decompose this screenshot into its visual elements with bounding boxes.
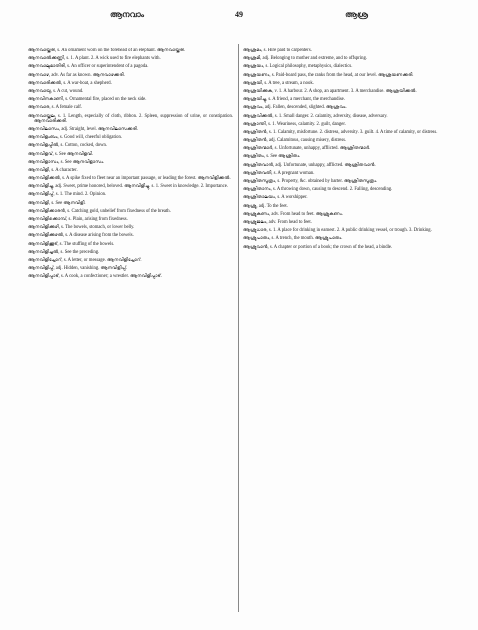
page-number: 49	[235, 10, 243, 19]
dictionary-entry: ആനവായ്ക്കരി, s. An ornament worn on the forehead of an elephant. ആനവായ്ക്കരി.	[28, 48, 186, 53]
dictionary-entry: ആനവിനകാണി, s. Ornamental fire, placed on the neck side.	[28, 97, 147, 103]
column-divider	[238, 44, 239, 612]
left-guide-word: ആനവാം	[110, 10, 145, 19]
dictionary-entry: ആശ്രയിച്ചു, s. A friend, a merchant, the merchandise.	[243, 97, 345, 103]
dictionary-entry: ആനവിളാസം, s. See ആനവിളാസം.	[28, 159, 105, 165]
dictionary-entry: ആശ്രിതം, s. See ആശ്രിതം.	[243, 154, 301, 160]
dictionary-entry: ആശ്രു, adj. To the feet.	[243, 203, 288, 209]
dictionary-entry: ആനവിളിച്ചോറ്, s. A letter, or message. ആനവിളിച്ചോറ്.	[28, 257, 142, 263]
dictionary-entry: ആനവാൽക്കണ്ണി, s. 1. A plant. 2. A wick used to fire elephants with.	[28, 56, 161, 62]
dictionary-entry: ആനവാരിക്കൽ, s. A war-boat, a shepherd.	[28, 80, 112, 86]
dictionary-entry: ആനവിളിപ്പ്, adj. Hidden, vanishing. ആനവിളിപ്പ്.	[28, 266, 128, 272]
dictionary-entry: ആശ്രമി, adj. Belonging to mother and extreme, and to offspring.	[243, 56, 367, 62]
dictionary-entry: ആശ്രുധാര, s. 1. A place for drinking in earnest. 2. A public drinking vessel, or trough. 3. Drinking.	[243, 228, 432, 234]
dictionary-entry: ആനവിളിക്കൽ, s. A spike fixed to fleet near an important passage, or leading the forest. ആനവിളിക്കൽ.	[28, 176, 231, 182]
dictionary-entry: ആനവിലാസം, adj. Straight, level. ആനവിലാസക്കരി.	[28, 126, 138, 132]
dictionary-entry: ആശ്രമം, s. Hire paid to carpenters.	[243, 48, 312, 53]
dictionary-entry: ആശ്രുവാൻ, s. A chapter or portion of a book; the crown of the head, a bindle.	[243, 244, 393, 250]
dictionary-entry: ആനവാലുമാതിരി, s. An officer or superintendent of a pagoda.	[28, 64, 149, 70]
dictionary-entry: ആനവായു, s. A cut, wound.	[28, 88, 84, 94]
dictionary-entry: ആശ്രയണം, s. Paid-board pass, the ranks from the head, at our level. ആശ്രയണക്കരി.	[243, 72, 414, 78]
dictionary-entry: ആനവിളിക്കാരൻ, s. Catching gold, unbelief from fixedness of the breath.	[28, 208, 171, 214]
right-guide-word: ആശ്ര	[345, 10, 368, 19]
dictionary-entry: ആശ്രിതസൂത്രം, s. Property, &c. obtained by barter. ആശ്രിതസൂത്രം.	[243, 179, 378, 184]
dictionary-entry: ആശ്രിതൻ, adj. Calamitous, causing misery, distress.	[243, 138, 347, 144]
dictionary-entry: ആനവിളിച്ചൽ, s. See the preceding.	[28, 249, 100, 255]
dictionary-entry: ആനവിളി, s. A character.	[28, 167, 78, 173]
dictionary-entry: ആശ്രിതാലയം, s. A worshipper.	[243, 195, 308, 201]
dictionary-entry: ആശ്രിതാനം, s. A throwing down, causing to descend. 2. Falling, descending.	[243, 187, 393, 193]
dictionary-entry: ആശ്രിതന്മാർ, s. Unfortunate, unhappy, afflicted. ആശ്രിതന്മാർ.	[243, 146, 371, 152]
dictionary-entry: ആശ്രിതവാൻ, adj. Unfortunate, unhappy, afflicted. ആശ്രിതവാൻ.	[243, 162, 376, 168]
dictionary-entry: ആശ്രവം, adj. Fallen, descended, slighted. ആശ്രവം.	[243, 105, 347, 111]
dictionary-entry: ആശ്രുപാതം, s. A trench, the mouth. ആശ്രുപാതം.	[243, 236, 343, 242]
dictionary-entry: ആശ്രിതൻ, s. 1. Calamity, misfortune. 2. distress, adversity. 3. guilt. 4. A time of calamity, or distress.	[243, 129, 438, 135]
dictionary-entry: ആനവിളവ്, s. See ആനവിളവി.	[28, 151, 94, 157]
dictionary-entry: ആശ്രുജലം, adv. From head to feet.	[243, 219, 312, 225]
dictionary-entry: ആനവിളിക്കുഴൽ, s. A disease arising from the bowels.	[28, 233, 134, 239]
dictionary-entry: ആശ്രുകണം, adv. From head to feet. ആശ്രുകണം.	[243, 211, 343, 217]
right-column	[243, 48, 451, 616]
dictionary-entry: ആശ്രയി, s. A tree, a stream, a nook.	[243, 80, 314, 86]
dictionary-entry: ആനവിളംബം, s. Good will, cheerful obligation.	[28, 135, 122, 141]
dictionary-entry: ആനവായ്ക്കല, s. 1. Length, especially of cloth, ribbon. 2. Spleen, suppression of urine, or constipation. ആനവാരിക്കരി.	[28, 113, 233, 124]
dictionary-entry: ആനവിളിക്കുഴി, s. The bowels, stomach, or lower belly.	[28, 225, 135, 231]
dictionary-entry: ആശ്രയം, s. Logical philosophy, metaphysics, dialectics.	[243, 64, 353, 70]
dictionary-entry: ആശ്രയിക്കുക, v. 1. A harbour. 2. A shop, an apartment. 3. A merchandise. ആശ്രയിക്കൽ.	[243, 88, 417, 94]
dictionary-entry: ആനവാഴ, adv. As far as known. ആനവാഴക്കരി.	[28, 72, 125, 78]
dictionary-entry: ആനവിളിച്ചു, adj. Sweet, prime honored, beloved. ആനവിളിച്ചു. s. 1. Sweet in knowledge. 2. Importance.	[28, 184, 228, 190]
dictionary-entry: ആനവിളി, s. See ആനവിളി.	[28, 200, 86, 206]
dictionary-entry: ആനവിളിപ്പാട്, s. A cook, a confectioner; a wrestler. ആനവിളിപ്പാട്.	[28, 274, 162, 280]
dictionary-entry: ആനവാര, s. A female calf.	[28, 105, 82, 111]
page-header	[40, 6, 438, 22]
dictionary-entry: ആശ്രാന്തി, s. 1. Weariness, calamity. 2. guilt, danger.	[243, 121, 346, 127]
left-column	[28, 48, 233, 616]
dictionary-entry: ആനവിളിക്കൂട്, s. The stuffing of the bowels.	[28, 241, 115, 247]
dictionary-entry: ആനവിളപ്പിൽ, s. Cotton, cocked, down.	[28, 143, 108, 149]
dictionary-entry: ആശ്രവിക്കൽ, s. 1. Small danger. 2. calamity, adversity, disease, adversary.	[243, 113, 388, 119]
dictionary-entry: ആനവിളിപ്പ്, s. 1. The mind. 2. Opinion.	[28, 192, 107, 198]
dictionary-entry: ആശ്രിതവതി, s. A pregnant woman.	[243, 170, 315, 176]
dictionary-entry: ആനവിളിക്കൊമ്പ്, s. Plain, arising from fixedness.	[28, 217, 128, 223]
